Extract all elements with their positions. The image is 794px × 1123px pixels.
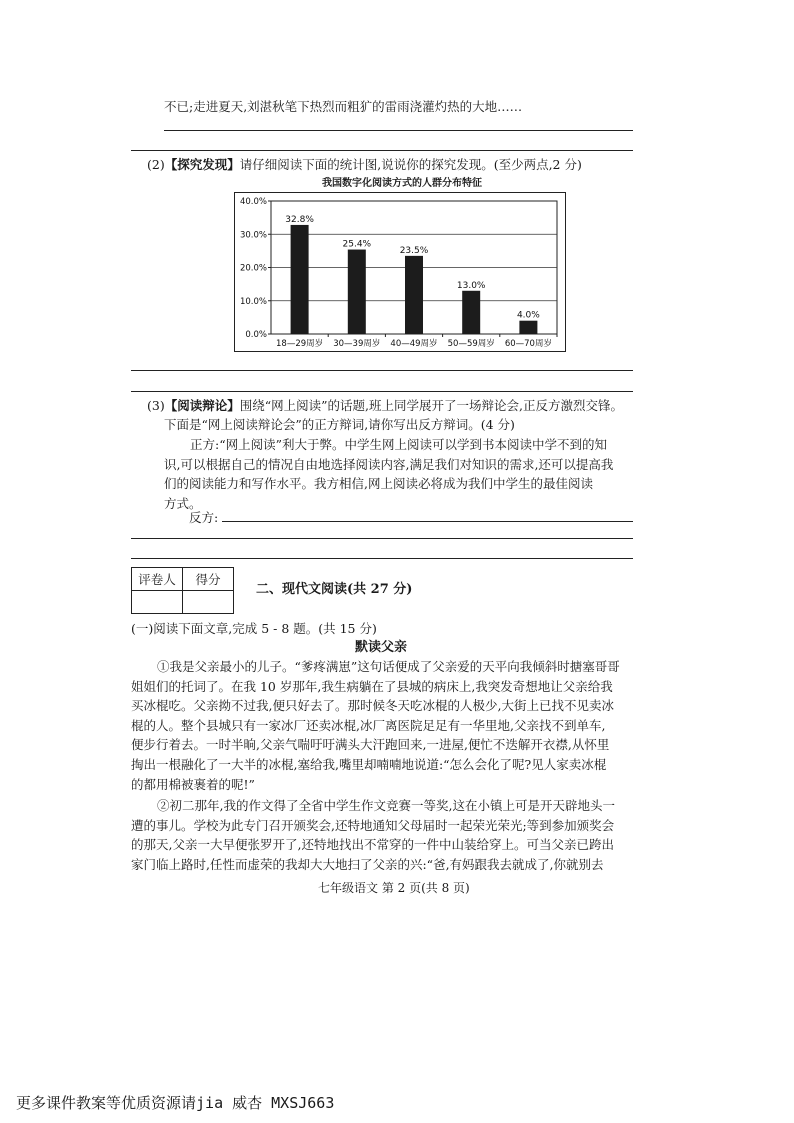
article-line: 的那天,父亲一大早便张罗开了,还特地找出不常穿的一件中山装给穿上。可当父亲已跨出 <box>131 837 614 853</box>
article-line: 便步行着去。一时半晌,父亲气喘吁吁满头大汗跑回来,一进屋,便忙不迭解开衣襟,从怀里 <box>131 737 610 753</box>
article-paragraph-2 <box>131 796 633 874</box>
x-tick-label: 50—59周岁 <box>447 339 495 349</box>
question-3-number: (3) <box>147 398 165 413</box>
bar-chart-svg <box>235 193 565 351</box>
section-2-heading: 二、现代文阅读(共 27 分) <box>256 582 413 597</box>
article-paragraph-1 <box>131 657 633 794</box>
answer-line <box>164 130 633 131</box>
article-line: ②初二那年,我的作文得了全省中学生作文竞赛一等奖,这在小镇上可是开天辟地头一 <box>157 798 615 813</box>
answer-line <box>131 391 633 392</box>
question-2-prompt: 请仔细阅读下面的统计图,说说你的探究发现。(至少两点,2 分) <box>239 157 582 172</box>
part-1-instruction: (一)阅读下面文章,完成 5 - 8 题。(共 15 分) <box>131 621 377 636</box>
answer-line <box>131 370 633 371</box>
article-line: ①我是父亲最小的儿子。“爹疼满崽”这句话便成了父亲爱的天平向我倾斜时搪塞哥哥 <box>157 659 620 674</box>
con-answer-line[interactable] <box>222 521 633 522</box>
answer-line <box>131 558 633 559</box>
pro-line: 正方:“网上阅读”利大于弊。中学生网上阅读可以学到书本阅读中学不到的知 <box>190 437 607 452</box>
question-3-tag: 【阅读辩论】 <box>164 398 240 413</box>
grader-header: 评卷人 <box>132 568 183 591</box>
y-tick-label: 0.0% <box>245 330 267 340</box>
data-label: 23.5% <box>399 245 429 256</box>
x-tick-label: 60—70周岁 <box>504 339 552 349</box>
y-tick-label: 20.0% <box>239 263 267 274</box>
pro-line: 们的阅读能力和写作水平。我方相信,网上阅读必将成为我们中学生的最佳阅读 <box>164 476 593 492</box>
pro-line: 识,可以根据自己的情况自由地选择阅读内容,满足我们对知识的需求,还可以提高我 <box>164 456 614 472</box>
data-label: 4.0% <box>516 310 540 321</box>
x-tick-label: 30—39周岁 <box>333 339 381 349</box>
grader-cell[interactable] <box>132 591 183 614</box>
bar <box>291 225 309 334</box>
score-cell[interactable] <box>183 591 234 614</box>
carry-over-line: 不已;走进夏天,刘湛秋笔下热烈而粗犷的雷雨浇灌灼热的大地…… <box>164 99 523 114</box>
page-footer: 七年级语文 第 2 页(共 8 页) <box>318 881 470 895</box>
con-label: 反方: <box>189 510 219 525</box>
y-tick-label: 30.0% <box>239 230 267 241</box>
article-line: 遭的事儿。学校为此专门召开颁奖会,还特地通知父母届时一起荣光荣光;等到参加颁奖会 <box>131 817 615 833</box>
x-tick-label: 40—49周岁 <box>390 339 438 349</box>
answer-line <box>131 538 633 539</box>
article-line: 买冰棍吃。父亲拗不过我,便只好去了。那时候冬天吃冰棍的人极少,大街上已找不见卖冰 <box>131 698 614 714</box>
data-label: 13.0% <box>456 280 486 291</box>
data-label: 32.8% <box>285 214 314 225</box>
question-3-prompt-line-2: 下面是“网上阅读辩论会”的正方辩词,请你写出反方辩词。(4 分) <box>164 417 515 432</box>
question-3-prompt-line-1: 围绕“网上阅读”的话题,班上同学展开了一场辩论会,正反方激烈交锋。 <box>239 398 623 413</box>
article-line: 的都用棉被裹着的呢!” <box>131 776 255 792</box>
article-title: 默读父亲 <box>355 640 408 655</box>
score-header: 得分 <box>183 568 234 591</box>
chart-title: 我国数字化阅读方式的人群分布特征 <box>322 178 482 189</box>
x-tick-label: 18—29周岁 <box>276 339 324 349</box>
pro-line: 方式。 <box>164 495 202 511</box>
answer-line <box>131 150 633 151</box>
article-line: 掏出一根融化了一大半的冰棍,塞给我,嘴里却喃喃地说道:“怎么会化了呢?见人家卖冰棍 <box>131 756 607 772</box>
article-line: 棍的人。整个县城只有一家冰厂还卖冰棍,冰厂离医院足足有一华里地,父亲找不到单车, <box>131 717 606 733</box>
bar <box>462 291 480 334</box>
bar <box>405 256 423 334</box>
question-3 <box>147 396 623 416</box>
question-2-number: (2) <box>147 157 165 172</box>
y-tick-label: 40.0% <box>239 197 267 207</box>
bar <box>519 321 537 334</box>
pro-argument <box>164 435 633 513</box>
data-label: 25.4% <box>342 239 372 250</box>
question-2 <box>147 155 582 175</box>
resource-ad-footer: 更多课件教案等优质资源请jia 威杏 MXSJ663 <box>16 1094 335 1112</box>
bar <box>348 250 366 334</box>
y-tick-label: 10.0% <box>239 296 267 307</box>
score-table <box>131 567 234 614</box>
article-line: 家门临上路时,任性而虚荣的我却大大地扫了父亲的兴:“爸,有妈跟我去就成了,你就别去 <box>131 856 604 872</box>
question-2-tag: 【探究发现】 <box>164 157 240 172</box>
article-line: 姐姐们的托词了。在我 10 岁那年,我生病躺在了县城的病床上,我突发奇想地让父亲给我 <box>131 678 613 694</box>
bar-chart <box>234 192 566 352</box>
